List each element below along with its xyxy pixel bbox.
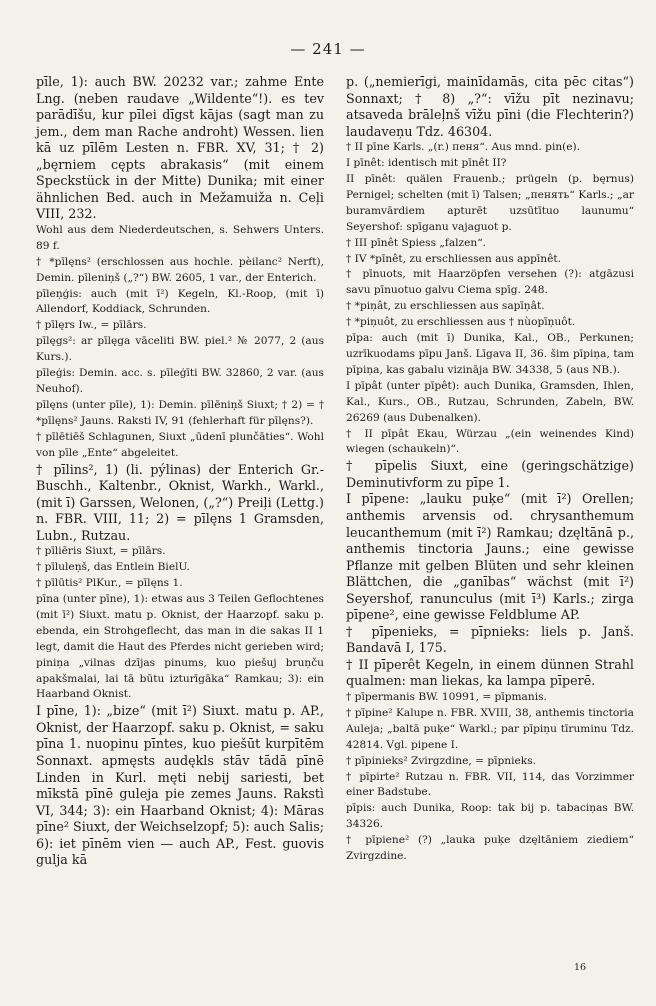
dictionary-entry: † pīlūtis² PlKur., = pīlęns 1. (36, 577, 183, 590)
dictionary-entry: † II pīpât Ekau, Würzau „(ein weinendes Kind) wiegen (schaukeln)“. (346, 427, 634, 456)
dictionary-entry: † pīlęrs Iw., = pīlārs. (36, 319, 147, 332)
dictionary-entry: † II pīne Karls. „(r.) пеня“. Aus mnd. pin(e). (346, 141, 581, 154)
dictionary-entry: pīle, 1): auch BW. 20232 var.; zahme Ente Lng. (neben raudave „Wildente“!). es tev parādīšu, kur pīlei dīgst kājas (sagt man zu jem., dem man Rache androht) Wessen. lien kā uz pīlēm Lesten n. FBR. XV, 31; † 2) „bęrniem cępts abrakasis“ (mit einem Speckstück in der Mitte) Dunika; mit einer ähnlichen Bed. auch in Mežamuiža n. Ceļi VIII, 232. (36, 74, 324, 222)
dictionary-entry: II pīnêt: quälen Frauenb.; prügeln (p. bęrnus) Pernigel; schelten (mit ī) Talsen; „пенять“ Karls.; „ar buramvārdiem apturēt uzsūtītuo launumu“ Seyershof: spīganu vajaguot p. (346, 173, 634, 233)
dictionary-entry: † III pīnêt Spiess „falzen“. (346, 236, 486, 249)
page-number: — 241 — (290, 40, 366, 58)
dictionary-entry: I pīnêt: identisch mit pīnêt II? (346, 157, 507, 170)
dictionary-entry: † pīpermanis BW. 10991, = pīpmanis. (346, 690, 547, 703)
signature-mark: 16 (574, 962, 587, 973)
dictionary-entry: I pīpene: „lauku puķe“ (mit ī²) Orellen; anthemis arvensis od. chrysanthemum leucanthemum (mit ī²) Ramkau; dzęltānā p., anthemis tinctoria Jauns.; eine gewisse Pflanze mit gelben Blüten und sehr kleinen Blättchen, die „ganības“ wächst (mit ī²) Seyershof, ranunculus (mit ī³) Karls.; zirga pīpene², eine gewisse Feldblume AP. (346, 491, 634, 623)
dictionary-entry: pīpis: auch Dunika, Roop: tak bij p. tabaciņas BW. 34326. (346, 802, 634, 831)
dictionary-entry: † pīpirte² Rutzau n. FBR. VII, 114, das Vorzimmer einer Badstube. (346, 770, 634, 799)
dictionary-entry: † *piņuôt, zu erschliessen aus † nùopīņuôt. (346, 316, 576, 329)
dictionary-entry: † pīpelis Siuxt, eine (geringschätzige) Deminutivform zu pīpe 1. (346, 458, 634, 490)
dictionary-entry: † pīpenieks, = pīpnieks: liels p. Janš. Bandavā I, 175. (346, 623, 634, 656)
dictionary-entry: † II pīperêt Kegeln, in einem dünnen Strahl qualmen: man liekas, ka lampa pīperē. (346, 656, 634, 689)
dictionary-entry: † pīpiene² (?) „lauka puķe dzęltāniem ziediem“ Zvirgzdine. (346, 834, 634, 863)
dictionary-entry: † pīlētiēš Schlagunen, Siuxt „ūdenī plunčāties“. Wohl von pīle „Ente“ abgeleitet. (36, 430, 324, 459)
dictionary-entry: I pīpât (unter pīpêt): auch Dunika, Gramsden, Ihlen, Kal., Kurs., OB., Rutzau, Schrunden, Zabeln, BW. 26269 (aus Dubenalken). (346, 379, 634, 424)
dictionary-entry: pīleņģis: auch (mit ī²) Kegeln, Kl.-Roop, (mit ī) Allendorf, Koddiack, Schrunden. (36, 287, 324, 316)
dictionary-entry: pīleģis: Demin. acc. s. pīleģīti BW. 32860, 2 var. (aus Neuhof). (36, 367, 324, 395)
dictionary-entry: † *piņât, zu erschliessen aus sapīņât. (346, 300, 545, 313)
dictionary-entry: † pīluleņš, das Entlein BielU. (36, 561, 190, 574)
left-column (36, 74, 324, 869)
dictionary-entry: † pīpinieks² Zvirgzdine, = pīpnieks. (346, 754, 537, 767)
dictionary-entry: pīna (unter pīne), 1): etwas aus 3 Teilen Geflochtenes (mit ī²) Siuxt. matu p. Oknist, der Haarzopf. saku p. ebenda, ein Strohgeflecht, das man in die sakas II 1 legt, damit die Haut des Pferdes nicht gerieben wird; piniņa „vilnas dzījas pinums, kuo piešuj bruņču apakšmalai, lai tā būtu izturīgāka“ Ramkau; 3): ein Haarband Oknist. (36, 592, 324, 701)
dictionary-entry: p. („nemierīgi, mainīdamās, cita pēc citas“) Sonnaxt; † 8) „?“: vīžu pīt nezinavu; atsaveda brāleļnš vīžu pīni (die Flechterin?) laudaveņu Tdz. 46304. (346, 74, 634, 139)
dictionary-entry: † pīnuots, mit Haarzöpfen versehen (?): atgāzusi savu pīnuotuo galvu Ciema spīg. 248. (346, 268, 634, 297)
dictionary-entry: † pīlins², 1) (li. pýlinas) der Enterich Gr.-Buschh., Kaltenbr., Oknist, Warkh., Warkl., (mit ī) Garssen, Welonen, („?“) Preiļi (Lettg.) n. FBR. VIII, 11; 2) = pīlęns 1 Gramsden, Lubn., Rutzau. (36, 461, 324, 543)
dictionary-entry: pīlęgs²: ar pīlęga vāceliti BW. piel.² № 2077, 2 (aus Kurs.). (36, 335, 324, 364)
dictionary-entry: † pīliēris Siuxt, = pīlārs. (36, 545, 166, 558)
dictionary-entry: pīpa: auch (mit ī) Dunika, Kal., OB., Perkunen; uzrīkuodams pīpu Janš. Līgava II, 36. šim pīpiņa, tam pīpiņa, kas gabalu vizināja BW. 34338, 5 (aus NB.). (346, 332, 634, 376)
dictionary-entry: pīlęns (unter pīle), 1): Demin. pīlēniņš Siuxt; † 2) = † *pīlęns² Jauns. Raksti IV, 91 (fehlerhaft für pīlęns?). (36, 398, 324, 427)
dictionary-entry: † *pīlęns² (erschlossen aus hochle. pèilanc² Nerft), Demin. pīleniņš („?“) BW. 2605, 1 var., der Enterich. (36, 255, 324, 284)
dictionary-entry: † pīpine² Kalupe n. FBR. XVIII, 38, anthemis tinctoria Auleja; „baltā puķe“ Warkl.; par pīpiņu tīruminu Tdz. 42814. Vgl. pipene I. (346, 706, 634, 751)
right-column (346, 74, 634, 865)
dictionary-entry: Wohl aus dem Niederdeutschen, s. Sehwers Unters. 89 f. (36, 223, 324, 252)
dictionary-entry: I pīne, 1): „bize“ (mit ī²) Siuxt. matu p. AP., Oknist, der Haarzopf. saku p. Oknist, = saku pīna 1. nuopinu pīntes, kuo piešūt kurpītēm Sonnaxt. apmęsts audękls stāv tādā pīnē Linden in Kurl. męti nebij sariesti, bet mīkstā pīnē guleja pie zemes Jauns. Rakstì VI, 344; 3): ein Haarband Oknist; 4): Māras pīne² Siuxt, der Weichselzopf; 5): auch Salis; 6): iet pīnēm vien — auch AP., Fest. guovis gulja kā (36, 703, 324, 868)
dictionary-entry: † IV *pīnêt, zu erschliessen aus appīnêt. (346, 252, 562, 265)
